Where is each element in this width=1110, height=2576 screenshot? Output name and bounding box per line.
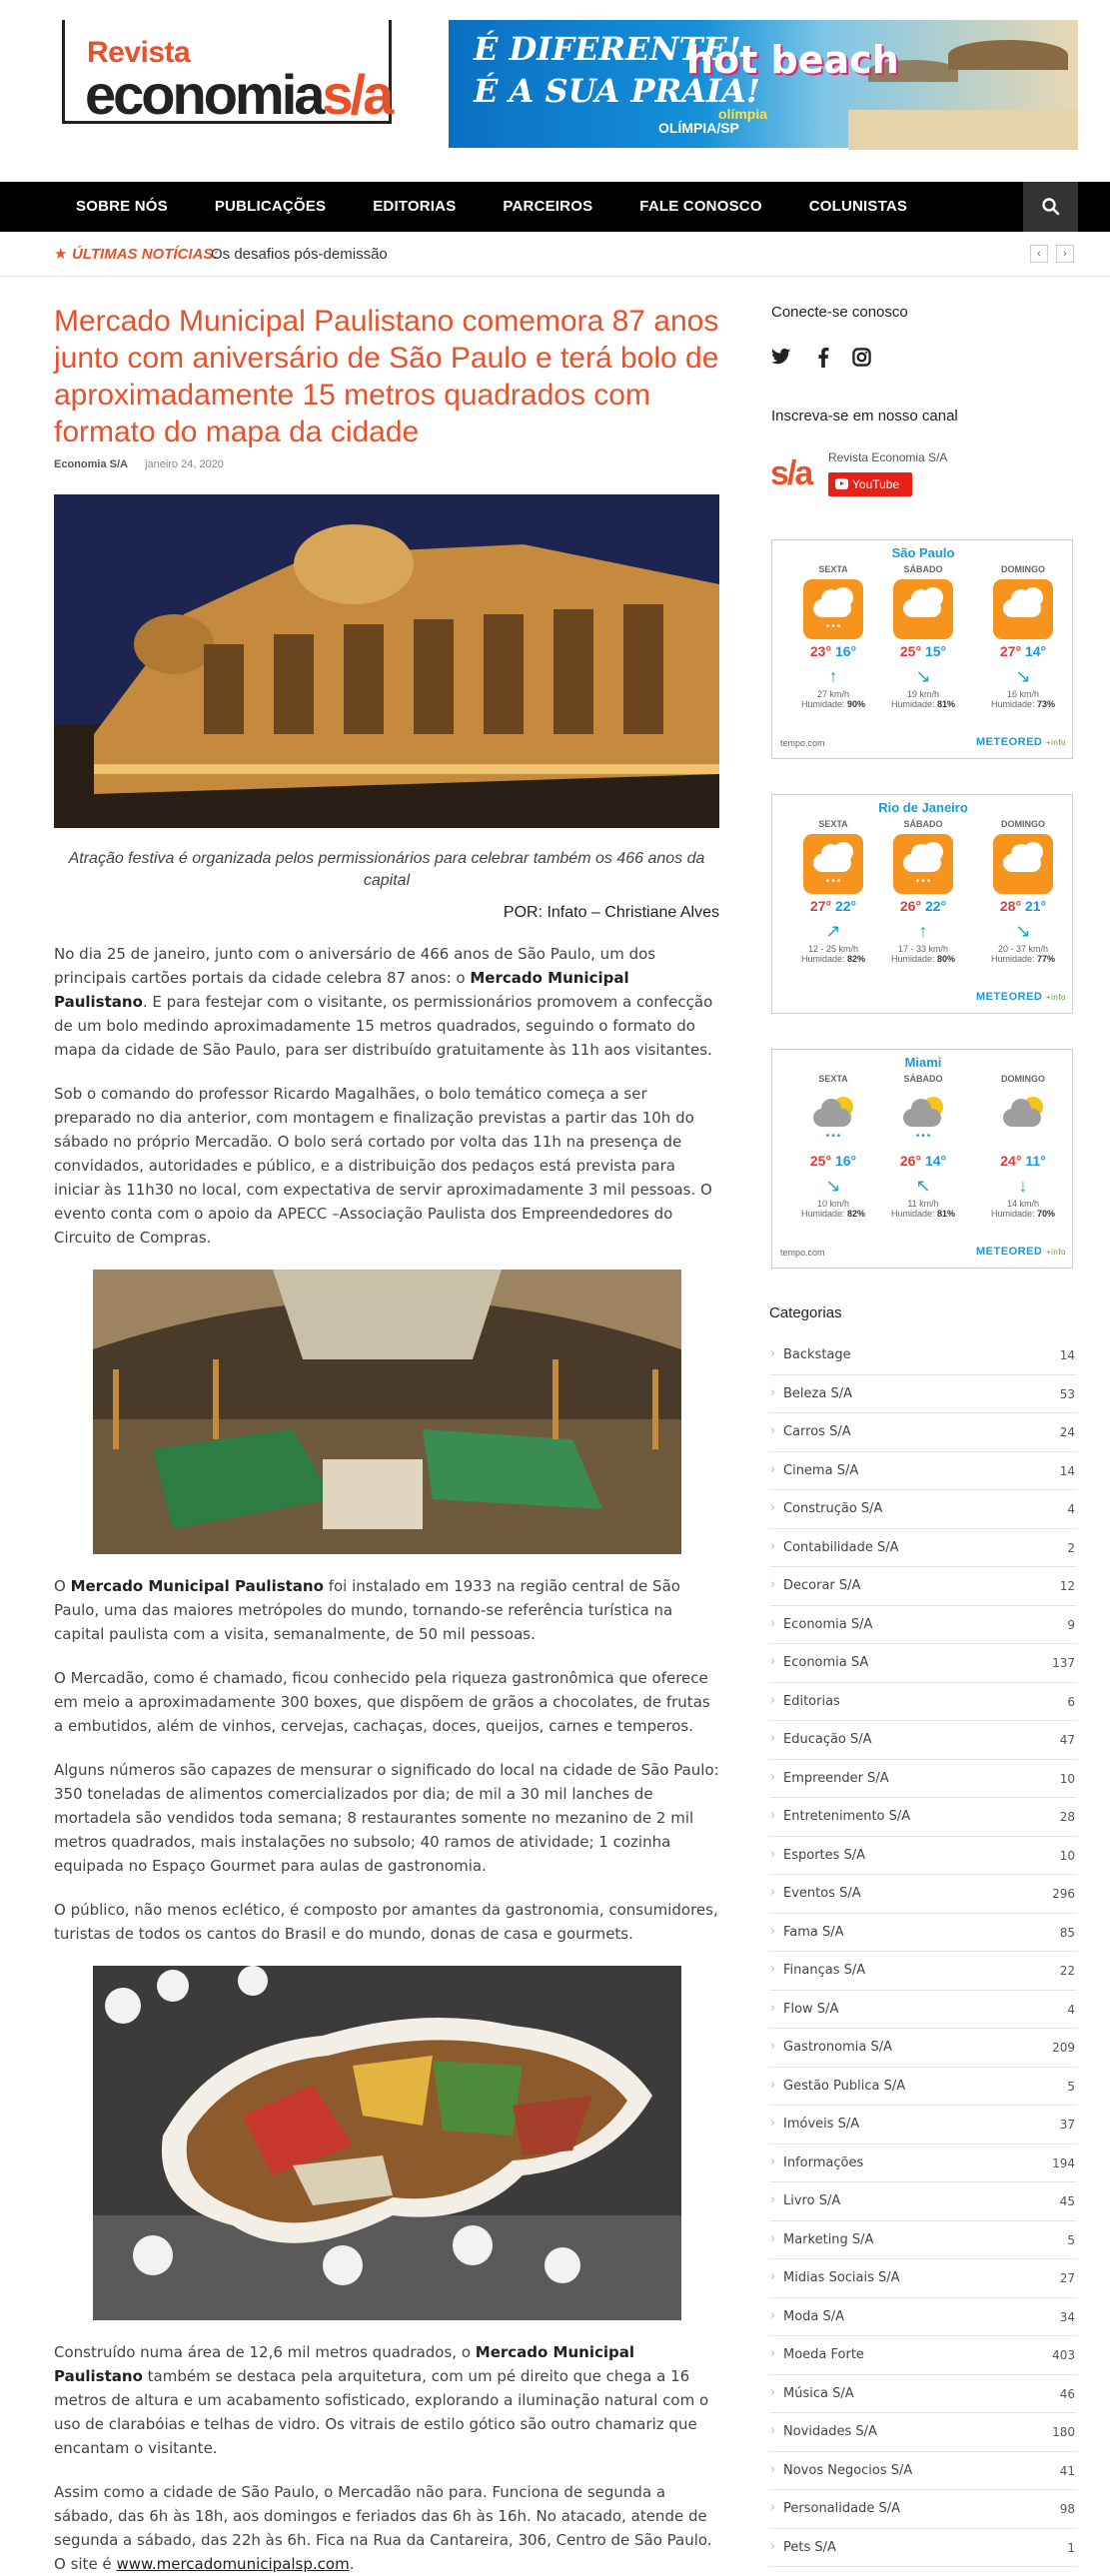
star-icon: ★ [54,246,68,263]
category-name[interactable]: › Decorar S/A [783,1578,860,1593]
category-item[interactable] [769,1413,1077,1452]
rain-cloud-icon: ••• [893,834,953,894]
categories-title: Categorias [769,1304,842,1321]
banner-line1: É DIFERENTE! [474,30,741,68]
ticker-label: ÚLTIMAS NOTÍCIAS: [72,246,219,263]
category-item[interactable] [769,2298,1077,2337]
partly-cloudy-icon [993,579,1053,639]
category-name[interactable]: › Carros S/A [783,1424,851,1439]
weather-day: DOMINGO 24° 11° ↓ 14 km/h Humidade: 70% [990,1074,1056,1219]
category-item[interactable] [769,2529,1077,2568]
article-main-photo [54,494,719,828]
category-count: 28 [1059,1810,1075,1824]
weather-city: São Paulo [891,545,955,560]
weather-provider[interactable]: METEORED +info [976,1246,1066,1258]
channel-logo[interactable]: s/a [770,454,812,492]
wind-arrow-icon: ↖ [915,1176,931,1196]
market-interior-photo [93,1270,681,1554]
category-name[interactable]: › Informações [783,2155,863,2170]
category-count: 10 [1059,1848,1075,1863]
channel-name[interactable]: Revista Economia S/A [828,450,948,464]
category-item[interactable] [769,2068,1077,2107]
category-name[interactable]: › Economia S/A [783,1617,872,1632]
category-item[interactable] [769,2336,1077,2375]
category-name[interactable]: › Empreender S/A [783,1771,889,1786]
weather-day: SEXTA ••• 25° 16° ↘ 10 km/h Humidade: 82% [800,1074,866,1219]
partly-cloudy-icon [893,579,953,639]
category-count: 10 [1059,1771,1075,1786]
category-count: 194 [1052,2155,1075,2170]
category-item[interactable] [769,1991,1077,2030]
category-count: 98 [1059,2502,1075,2516]
search-button[interactable] [1023,182,1078,232]
category-name[interactable]: › Editorias [783,1694,840,1709]
category-count: 5 [1067,2232,1075,2247]
category-name[interactable]: › Novidades S/A [783,2424,877,2439]
photo-caption: Atração festiva é organizada pelos permissionários para celebrar também os 466 anos da capital [68,850,705,889]
category-name[interactable]: › Imóveis S/A [783,2117,859,2132]
connect-title: Conecte-se conosco [771,304,908,321]
category-name[interactable]: › Eventos S/A [783,1886,861,1901]
category-name[interactable]: › Finanças S/A [783,1963,865,1978]
category-count: 45 [1059,2194,1075,2208]
category-name[interactable]: › Flow S/A [783,2002,838,2017]
category-item[interactable] [769,1375,1077,1414]
nav-item[interactable]: COLUNISTAS [808,198,908,215]
cake-map-photo [93,1966,681,2320]
wind-arrow-icon: ↘ [1015,666,1031,686]
category-count: 14 [1059,1463,1075,1478]
ticker-headline[interactable]: Os desafios pós-demissão [211,246,388,263]
article-paragraph: Assim como a cidade de São Paulo, o Mercadão não para. Funciona de segunda a sábado, das 6h às 18h, aos domingos e feriados das 6h às 16h. No atacado, atende de segunda a sábado, das 22h às 6h. Fica na Rua da Cantareira, 306, Centro de São Paulo. O site é www.mercadomunicipalsp.com. [54,2483,712,2573]
facebook-icon[interactable] [817,348,829,368]
category-count: 46 [1059,2386,1075,2401]
category-name[interactable]: › Marketing S/A [783,2232,873,2247]
category-item[interactable] [769,2452,1077,2491]
weather-source[interactable]: tempo.com [780,1248,825,1258]
article-paragraph: O Mercadão, como é chamado, ficou conhecido pela riqueza gastronômica que oferece em meio a aproximadamente 300 boxes, que dispõem de grãos a chocolates, de frutas a embutidos, além de vinhos, cervejas, cachaças, doces, queijos, carnes e temperos. [54,1669,710,1735]
article-paragraph: Construído numa área de 12,6 mil metros quadrados, o Mercado Municipal Paulistano também se destaca pela arquitetura, com um pé direito que chega a 16 metros de altura e um acabamento sofisticado, explorando a iluminação natural com o uso de clarabóias e telhas de vidro. Os vitrais de estilo gótico são outro chamariz que encantam o visitante. [54,2343,709,2457]
category-name[interactable]: › Fama S/A [783,1925,844,1940]
category-count: 5 [1067,2079,1075,2094]
sun-cloud-icon [993,1089,1053,1149]
category-name[interactable]: › Esportes S/A [783,1848,865,1863]
category-count: 1 [1067,2540,1075,2555]
article-meta [54,458,719,470]
article-paragraph: Sob o comando do professor Ricardo Magalhães, o bolo temático começa a ser preparado no dia anterior, com montagem e finalização previstas a partir das 10h do sábado no próprio Mercadão. O bolo será cortado por volta das 11h na presença de convidados, autoridades e público, e a distribuição dos pedaços está prevista para iniciar às 11h30 no local, com expectativa de servir aproximadamente 3 mil pessoas. O evento conta com o apoio da APECC –Associação Paulista dos Empreendedores do Circuito de Compras. [54,1085,712,1247]
category-name[interactable]: › Gastronomia S/A [783,2040,892,2055]
market-website-link[interactable]: www.mercadomunicipalsp.com [116,2555,350,2573]
category-name[interactable]: › Backstage [783,1347,851,1362]
banner-brand-sub: olímpia [718,106,768,122]
nav-item[interactable]: PUBLICAÇÕES [214,198,327,215]
site-header [0,0,1110,182]
nav-item[interactable]: FALE CONOSCO [639,198,762,215]
category-name[interactable]: › Novos Negocios S/A [783,2463,912,2478]
rain-cloud-icon: ••• [803,579,863,639]
category-count: 41 [1059,2463,1075,2478]
category-count: 180 [1052,2425,1075,2439]
category-count: 2 [1067,1540,1075,1555]
category-item[interactable] [769,1914,1077,1953]
wind-arrow-icon: ↘ [915,666,931,686]
nav-item[interactable]: PARCEIROS [503,198,593,215]
main-nav [0,182,1110,232]
categories-list [769,1336,1077,2567]
category-count: 85 [1059,1925,1075,1940]
category-item[interactable] [769,2375,1077,2414]
banner-location: OLÍMPIA/SP [658,120,739,136]
category-item[interactable] [769,1760,1077,1799]
rain-sun-cloud-icon: ••• [893,1089,953,1149]
article-paragraph: No dia 25 de janeiro, junto com o aniversário de 466 anos de São Paulo, um dos principais cartões portais da cidade celebra 87 anos: o Mercado Municipal Paulistano. E para festejar com o visitante, os permissionários promovem a confecção de um bolo medindo aproximadamente 15 metros quadrados, seguindo o formato do mapa da cidade de São Paulo, para ser distribuído gratuitamente às 11h aos visitantes. [54,945,713,1059]
wind-arrow-icon: ↗ [825,921,841,941]
category-item[interactable] [769,2221,1077,2260]
weather-day: SEXTA ••• 23° 16° ↑ 27 km/h Humidade: 90% [800,564,866,709]
weather-day: SEXTA ••• 27° 22° ↗ 12 - 25 km/h Humidade: 82% [800,819,866,964]
category-name[interactable]: › Economia SA [783,1655,868,1670]
article-credit: POR: Infato – Christiane Alves [503,904,719,921]
wind-arrow-icon: ↑ [828,666,838,686]
youtube-play-icon [835,478,848,489]
logo-line1: Revista [87,36,191,69]
weather-city: Miami [904,1055,942,1070]
ticker-next-button[interactable]: › [1056,245,1074,263]
category-item[interactable] [769,2106,1077,2145]
category-name[interactable]: › Moeda Forte [783,2347,864,2362]
banner-line2: É A SUA PRAIA! [474,72,760,110]
category-item[interactable] [769,1683,1077,1722]
category-count: 4 [1067,1502,1075,1516]
category-name[interactable]: › Livro S/A [783,2193,840,2208]
category-item[interactable] [769,1875,1077,1914]
twitter-icon[interactable] [771,348,791,366]
wind-arrow-icon: ↓ [1018,1176,1028,1196]
category-count: 6 [1067,1694,1075,1709]
site-logo[interactable] [62,20,392,124]
category-item[interactable] [769,1721,1077,1760]
article [54,303,719,2576]
partly-cloudy-icon [993,834,1053,894]
category-count: 53 [1059,1386,1075,1401]
category-item[interactable] [769,1529,1077,1568]
category-count: 296 [1052,1887,1075,1901]
weather-day: SÁBADO ••• 26° 14° ↖ 11 km/h Humidade: 81% [890,1074,956,1219]
category-item[interactable] [769,1490,1077,1529]
banner-brand: hot beach [686,38,899,82]
category-count: 37 [1059,2118,1075,2132]
category-count: 12 [1059,1579,1075,1593]
category-item[interactable] [769,1837,1077,1876]
weather-day: SÁBADO 25° 15° ↘ 19 km/h Humidade: 81% [890,564,956,709]
wind-arrow-icon: ↘ [825,1176,841,1196]
nav-item[interactable]: SOBRE NÓS [76,198,168,215]
category-count: 4 [1067,2002,1075,2017]
weather-source[interactable]: tempo.com [780,738,825,748]
nav-item[interactable]: EDITORIAS [373,198,457,215]
youtube-subscribe-button[interactable]: YouTube [828,472,912,496]
category-item[interactable] [769,2490,1077,2529]
category-name[interactable]: › Midias Sociais S/A [783,2270,900,2285]
category-item[interactable] [769,2029,1077,2068]
category-name[interactable]: › Entretenimento S/A [783,1809,910,1824]
category-item[interactable] [769,1644,1077,1683]
category-count: 137 [1052,1656,1075,1670]
wind-arrow-icon: ↘ [1015,921,1031,941]
wind-arrow-icon: ↑ [918,921,928,941]
weather-widget[interactable] [771,1049,1073,1269]
article-paragraph: Alguns números são capazes de mensurar o significado do local na cidade de São Paulo: 350 toneladas de alimentos comercializados por dia; de mil a 30 mil lanches de mortadela são vendidos toda semana; 8 restaurantes somente no mezanino de 2 mil metros quadrados, mais instalações no subsolo; 40 ramos de atividade; 1 cozinha equipada no Espaço Gourmet para aulas de gastronomia. [54,1761,719,1875]
category-name[interactable]: › Moda S/A [783,2309,844,2324]
category-count: 403 [1052,2348,1075,2362]
weather-provider[interactable]: METEORED +info [976,736,1066,748]
category-item[interactable] [769,2182,1077,2221]
category-count: 34 [1059,2309,1075,2324]
category-name[interactable]: › Personalidade S/A [783,2501,900,2516]
category-item[interactable] [769,1567,1077,1606]
news-ticker [0,232,1110,277]
search-icon [1041,197,1061,217]
weather-day: DOMINGO 28° 21° ↘ 20 - 37 km/h Humidade: 77% [990,819,1056,964]
category-count: 24 [1059,1425,1075,1439]
article-paragraph: O público, não menos eclético, é composto por amantes da gastronomia, consumidores, turistas de todos os cantos do Brasil e do mundo, donas de casa e gourmets. [54,1901,718,1943]
category-name[interactable]: › Educação S/A [783,1732,872,1747]
ticker-prev-button[interactable]: ‹ [1030,245,1048,263]
category-name[interactable]: › Contabilidade S/A [783,1540,899,1555]
category-count: 27 [1059,2271,1075,2285]
rain-cloud-icon: ••• [803,834,863,894]
category-name[interactable]: › Beleza S/A [783,1386,852,1401]
weather-provider[interactable]: METEORED +info [976,991,1066,1003]
category-count: 209 [1052,2041,1075,2055]
subscribe-title: Inscreva-se em nosso canal [771,408,958,425]
weather-day: DOMINGO 27° 14° ↘ 16 km/h Humidade: 73% [990,564,1056,709]
ad-banner-hot-beach[interactable] [449,20,1078,148]
rain-sun-cloud-icon: ••• [803,1089,863,1149]
logo-line2: economias/a [85,63,392,126]
category-count: 9 [1067,1617,1075,1632]
category-count: 22 [1059,1964,1075,1978]
category-name[interactable]: › Cinema S/A [783,1463,858,1478]
weather-widget[interactable] [771,539,1073,759]
category-item[interactable] [769,1798,1077,1837]
category-item[interactable] [769,1606,1077,1645]
category-item[interactable] [769,1452,1077,1491]
category-count: 47 [1059,1733,1075,1747]
category-item[interactable] [769,1336,1077,1375]
category-name[interactable]: › Música S/A [783,2386,854,2401]
article-title: Mercado Municipal Paulistano comemora 87 anos junto com aniversário de São Paulo e terá bolo de aproximadamente 15 metros quadrados com formato do mapa da cidade [54,305,719,448]
article-author[interactable]: Economia S/A [54,458,128,470]
category-name[interactable]: › Gestão Publica S/A [783,2079,905,2094]
weather-city: Rio de Janeiro [878,800,968,815]
category-item[interactable] [769,2413,1077,2452]
weather-widget[interactable] [771,794,1073,1014]
category-item[interactable] [769,2259,1077,2298]
article-paragraph: O Mercado Municipal Paulistano foi instalado em 1933 na região central de São Paulo, uma das maiores metrópoles do mundo, tornando-se referência turística na capital paulista com a visita, semanalmente, de 50 mil pessoas. [54,1577,680,1643]
category-name[interactable]: › Pets S/A [783,2540,836,2555]
category-item[interactable] [769,2145,1077,2183]
category-name[interactable]: › Construção S/A [783,1501,882,1516]
instagram-icon[interactable] [852,348,871,367]
article-date: janeiro 24, 2020 [145,458,224,470]
category-count: 14 [1059,1348,1075,1362]
weather-day: SÁBADO ••• 26° 22° ↑ 17 - 33 km/h Humidade: 80% [890,819,956,964]
category-item[interactable] [769,1952,1077,1991]
